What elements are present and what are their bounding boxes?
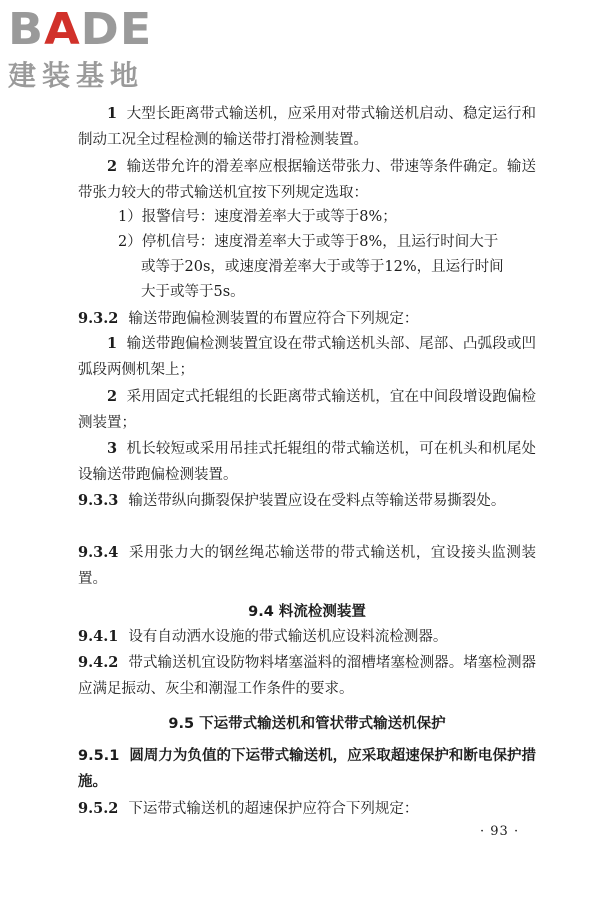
clause-9-3-2-item-1: 1 输送带跑偏检测装置宜设在带式输送机头部、尾部、凸弧段或凹弧段两侧机架上； [78,335,537,378]
clause-9-4-2: 9.4.2 带式输送机宜设防物料堵塞溢料的溜槽堵塞检测器。堵塞检测器应满足振动、灰尘和潮湿工作条件的要求。 [78,654,536,697]
logo-letter-b: B [8,3,45,55]
clause-9-3-4: 9.3.4 采用张力大的钢丝绳芯输送带的带式输送机，宜设接头监测装置。 [78,544,536,587]
logo-letters-de: DE [80,3,153,55]
clause-9-5-2: 9.5.2 下运带式输送机的超速保护应符合下列规定： [78,800,419,817]
bade-logo [8,3,178,92]
item-2: 2 输送带允许的滑差率应根据输送带张力、带速等条件确定。输送带张力较大的带式输送机宜按下列规定选取： [78,158,537,201]
logo-letter-a: A [44,3,81,55]
clause-9-3-2: 9.3.2 输送带跑偏检测装置的布置应符合下列规定： [78,310,419,327]
stop-signal-line-3: 大于或等于5s。 [141,284,245,300]
alarm-signal-item: 1）报警信号：速度滑差率大于或等于8%； [118,209,397,225]
stop-signal-line-2: 或等于20s，或速度滑差率大于或等于12%，且运行时间 [141,259,504,275]
clause-9-3-3: 9.3.3 输送带纵向撕裂保护装置应设在受料点等输送带易撕裂处。 [78,492,506,509]
page-number: · 93 · [480,824,520,839]
stop-signal-line-1: 2）停机信号：速度滑差率大于或等于8%，且运行时间大于 [118,234,499,250]
clause-9-5-1: 9.5.1 圆周力为负值的下运带式输送机，应采取超速保护和断电保护措施。 [78,748,536,790]
clause-9-3-2-item-3: 3 机长较短或采用吊挂式托辊组的带式输送机，可在机头和机尾处设输送带跑偏检测装置。 [78,440,537,483]
section-9-4-heading: 9.4 料流检测装置 [248,604,366,620]
item-1: 1 大型长距离带式输送机，应采用对带式输送机启动、稳定运行和制动工况全过程检测的输送带打滑检测装置。 [78,105,537,148]
logo-chinese: 建装基地 [8,59,145,92]
logo-wordmark [8,3,178,55]
section-9-5-heading: 9.5 下运带式输送机和管状带式输送机保护 [168,716,446,732]
clause-9-3-2-item-2: 2 采用固定式托辊组的长距离带式输送机，宜在中间段增设跑偏检测装置； [78,388,537,431]
clause-9-4-1: 9.4.1 设有自动洒水设施的带式输送机应设料流检测器。 [78,628,448,645]
